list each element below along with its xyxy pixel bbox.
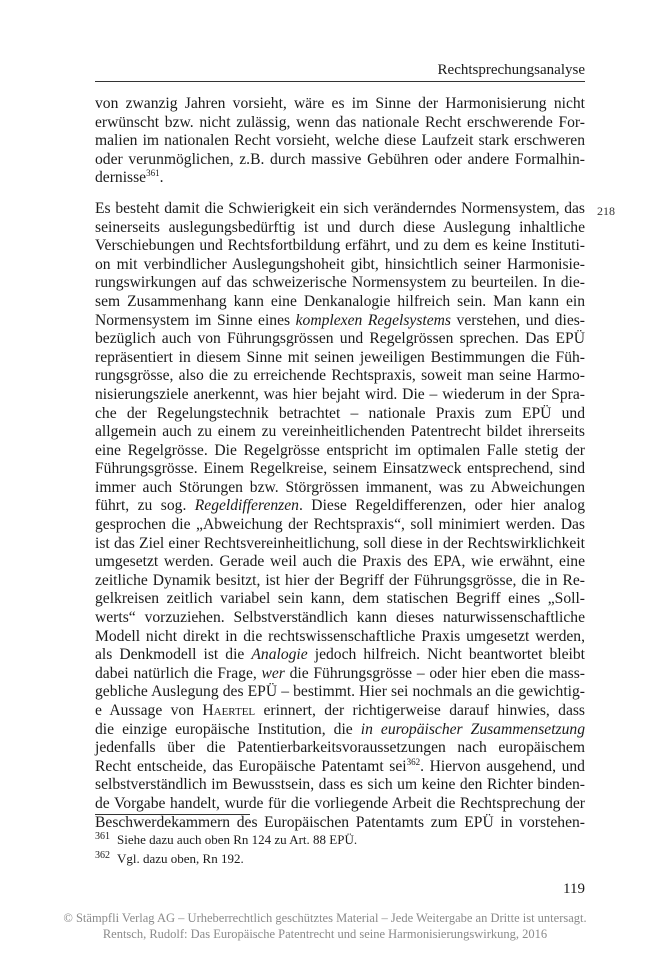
text-line: repräsentiert in diesem Sinne mit seinen jeweiligen Bestimmungen die Füh- [95,348,585,366]
text-line: che der Regelungstechnik betrachtet – nationale Praxis zum EPÜ und [95,404,585,422]
paragraph-continued [95,95,585,188]
text-line: führt, zu sog. Regeldifferenzen. Diese Regeldifferenzen, oder hier analog [95,497,585,515]
footnote-number: 362 [95,850,110,861]
emphasis: in europäischer Zusammensetzung [360,720,585,738]
margin-number: 218 [597,203,615,218]
text-line: von zwanzig Jahren vorsieht, wäre es im Sinne der Harmonisierung nicht [95,95,585,112]
text-line: gesprochen die „Abweichung der Rechtspraxis“, soll minimiert werden. Das [95,516,585,534]
text-line: Normensystem im Sinne eines komplexen Regelsystems verstehen, und dies- [95,311,585,329]
text-line: bezüglich auch von Führungsgrössen und Regelgrössen sprechen. Das EPÜ [95,330,585,348]
paragraph-218 [95,199,615,832]
main-text [95,95,615,832]
text-line: seinerseits auslegungsbedürftig ist und durch diese Auslegung inhaltliche [95,218,585,236]
text-line: Verschiebungen und Rechtsfortbildung erfährt, und zu dem es keine Instituti- [95,237,585,255]
text-line: gelkreisen zeitlich variabel sein kann, dem statischen Begriff eines „Soll- [95,590,585,608]
text-line: Führungsgrösse. Einem Regelkreise, seinem Einsatzweck entsprechend, sind [95,460,585,478]
text-line: rungswirkungen auf das schweizerische Normensystem zu beurteilen. In die- [95,274,585,292]
footnote-number: 361 [95,831,110,842]
text-line: e Aussage von Haertel erinnert, der richtigerweise darauf hinwies, dass [95,702,585,719]
emphasis: Analogie [251,646,308,664]
footnotes [95,830,585,868]
text-line: malien im nationalen Recht vorsieht, welche diese Laufzeit stark erschweren [95,132,585,150]
text-line: Beschwerdekammern des Europäischen Patentamts zum EPÜ in vorstehen- [95,813,585,831]
emphasis: wer [261,664,285,682]
footnote-text: Siehe dazu auch oben Rn 124 zu Art. 88 EPÜ. [117,832,358,847]
text-line: dernisse$^{361}$. [95,168,164,187]
text-line: rungsgrösse, also die zu erreichende Rechtspraxis, soweit man seine Harmo- [95,367,585,385]
text-line: dabei natürlich die Frage, wer die Führungsgrösse – oder hier eben die mass- [95,664,585,682]
text-line: selbstverständlich im Bewusstsein, dass es sich um keine den Richter binden- [95,776,585,794]
footnote-ref-361[interactable]: 361 [146,168,160,179]
text-line: erwünscht bzw. nicht zulässig, wenn das nationale Recht erschwerende For- [95,113,585,131]
footnote-rule [95,814,250,815]
text-line: oder verunmöglichen, z.B. durch massive Gebühren oder andere Formalhin- [95,150,585,168]
text-line: on mit verbindlicher Auslegungshoheit gibt, hinsichtlich seiner Harmonisie- [95,255,585,273]
text-line: Es besteht damit die Schwierigkeit ein sich veränderndes Normensystem, das [95,199,585,217]
footnote-text: Vgl. dazu oben, Rn 192. [117,851,244,866]
text-line: Recht entscheide, das Europäische Patentamt sei$^{362}$. Hiervon ausgehend, und [95,756,585,775]
text-line: jedenfalls über die Patentierbarkeitsvoraussetzungen nach europäischem [95,739,585,757]
text-line: als Denkmodell ist die Analogie jedoch hilfreich. Nicht beantwortet bleibt [95,646,585,664]
text-line: Modell nicht direkt in die rechtswissenschaftliche Praxis umgesetzt werden, [95,627,585,645]
copyright-line: © Stämpfli Verlag AG – Urheberrechtlich geschütztes Material – Jede Weitergabe an Dritte ist untersagt. [63,911,587,925]
running-head: Rechtsprechungsanalyse [437,62,585,78]
page-number: 119 [563,881,585,897]
text-line: allgemein auch zu einem zu vereinheitlichenden Patentrecht bildet ihrerseits [95,423,585,441]
text-line: gebliche Auslegung des EPÜ – bestimmt. Hier sei nochmals an die gewichtig- [95,683,585,701]
text-line: zeitliche Dynamik besitzt, ist hier der Begriff der Führungsgrösse, die in Re- [95,571,585,589]
header-rule [95,81,585,82]
copyright-notice [0,910,650,942]
text-line: de Vorgabe handelt, wurde für die vorliegende Arbeit die Rechtsprechung der [95,794,585,812]
text-line: eine Regelgrösse. Die Regelgrösse entspricht im optimalen Falle stetig der [95,441,585,459]
footnote-ref-362[interactable]: 362 [406,756,421,767]
text-line: immer auch Störungen bzw. Störgrössen immanent, was zu Abweichungen [95,478,585,496]
text-line: die einzige europäische Institution, die in europäischer Zusammensetzung [95,720,585,738]
emphasis: Regeldifferenzen [194,497,299,515]
text-line: umgesetzt werden. Gerade weil auch die Praxis des EPA, wie erwähnt, eine [95,553,585,571]
footnote [95,830,585,849]
text-line: werts“ vorzuziehen. Selbstverständlich kann dieses naturwissenschaftliche [95,609,585,627]
author-name: Haertel [202,702,256,719]
text-line: ist das Ziel einer Rechtsvereinheitlichung, soll diese in der Rechtswirklichkeit [95,534,585,552]
text-line: sem Zusammenhang kann eine Denkanalogie hilfreich sein. Man kann ein [95,292,585,310]
text-line: nisierungsziele anerkennt, was hier bejaht wird. Die – wiederum in der Spra- [95,385,585,403]
emphasis: komplexen Regelsystems [295,311,451,329]
citation-line: Rentsch, Rudolf: Das Europäische Patentrecht und seine Harmonisierungswirkung, 2016 [102,927,548,941]
footnote [95,849,585,868]
